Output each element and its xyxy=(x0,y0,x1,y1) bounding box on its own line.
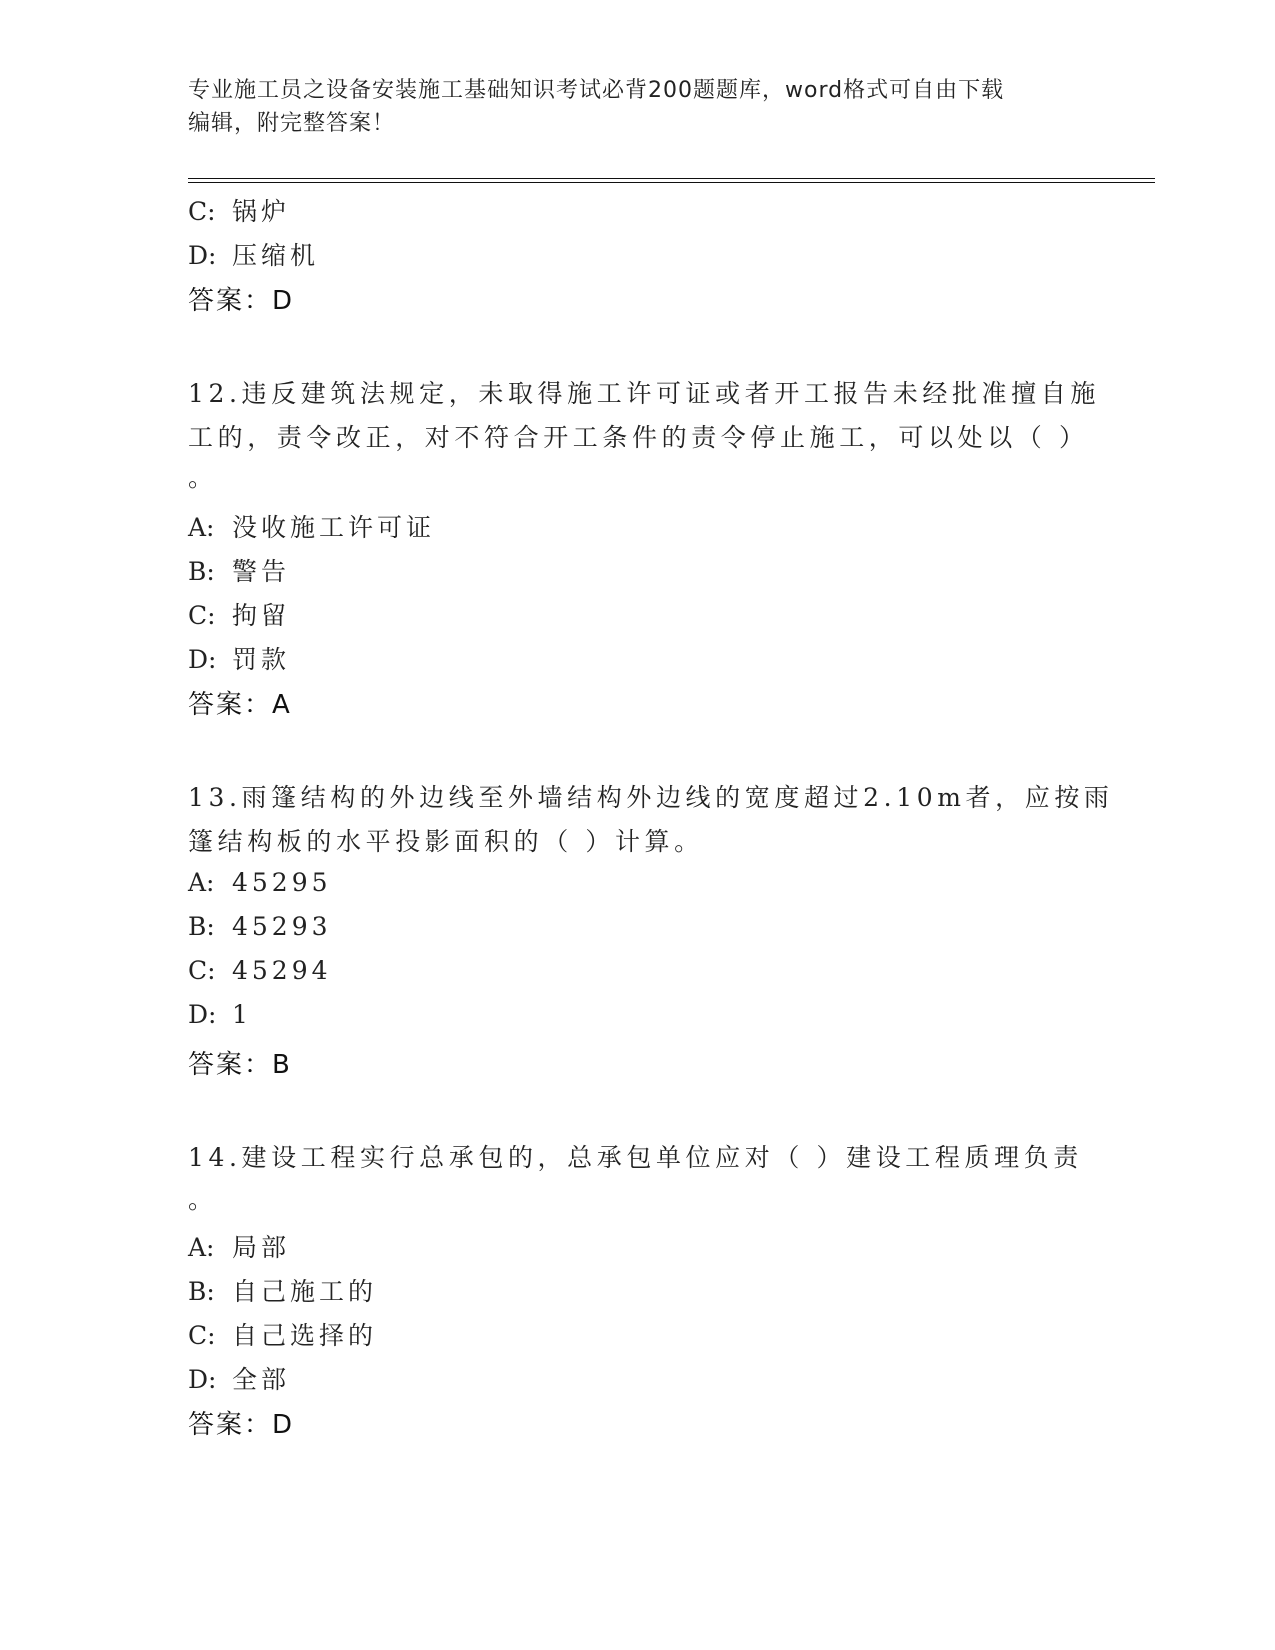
option-letter: C: xyxy=(188,956,216,985)
option-text: 自己选择的 xyxy=(232,1321,378,1350)
q13-option-b xyxy=(188,912,332,941)
q12-option-d xyxy=(188,640,290,676)
q12-option-c xyxy=(188,596,290,632)
option-text: 锅炉 xyxy=(232,197,291,226)
q14-stem-line-1: 14.建设工程实行总承包的，总承包单位应对（ ）建设工程质理负责 xyxy=(188,1143,1083,1172)
header-line-2: 编辑，附完整答案！ xyxy=(188,111,396,136)
header-divider-top xyxy=(188,178,1155,179)
option-text: 45293 xyxy=(232,912,332,941)
q14-option-d xyxy=(188,1360,290,1396)
option-text: 局部 xyxy=(232,1233,291,1262)
q14-option-a xyxy=(188,1228,290,1264)
option-letter: D: xyxy=(188,241,217,270)
q13-answer: 答案：B xyxy=(188,1050,292,1080)
q12-option-a xyxy=(188,508,435,544)
option-text: 全部 xyxy=(232,1365,291,1394)
option-letter: A: xyxy=(188,1233,215,1262)
q12-option-b xyxy=(188,552,290,588)
q11-answer: 答案：D xyxy=(188,286,295,316)
option-letter: D: xyxy=(188,1365,217,1394)
q13-stem-line-2: 篷结构板的水平投影面积的（ ）计算。 xyxy=(188,827,704,856)
option-letter: A: xyxy=(188,513,215,542)
q12-answer: 答案：A xyxy=(188,690,292,720)
option-letter: B: xyxy=(188,1277,215,1306)
option-text: 警告 xyxy=(232,557,291,586)
q13-option-d xyxy=(188,1000,252,1029)
header-line-1: 专业施工员之设备安装施工基础知识考试必背200题题库，word格式可自由下载 xyxy=(188,78,1005,103)
option-text: 拘留 xyxy=(232,601,291,630)
option-text: 自己施工的 xyxy=(232,1277,378,1306)
option-letter: D: xyxy=(188,1000,217,1029)
option-text: 没收施工许可证 xyxy=(232,513,436,542)
header-divider-bottom xyxy=(188,182,1155,183)
option-text: 45295 xyxy=(232,868,332,897)
option-letter: C: xyxy=(188,601,216,630)
option-text: 45294 xyxy=(232,956,332,985)
q13-stem-line-1: 13.雨篷结构的外边线至外墙结构外边线的宽度超过2.10m者，应按雨 xyxy=(188,783,1114,812)
option-letter: A: xyxy=(188,868,215,897)
q13-option-a xyxy=(188,868,332,897)
q11-option-c xyxy=(188,192,290,228)
option-text: 压缩机 xyxy=(232,241,320,270)
document-header xyxy=(188,74,1088,140)
q12-stem-line-2: 工的，责令改正，对不符合开工条件的责令停止施工，可以处以（ ） xyxy=(188,423,1089,452)
option-letter: C: xyxy=(188,1321,216,1350)
q14-answer: 答案：D xyxy=(188,1410,295,1440)
q13-option-c xyxy=(188,956,332,985)
q14-option-b xyxy=(188,1272,377,1308)
q12-stem-line-1: 12.违反建筑法规定，未取得施工许可证或者开工报告未经批准擅自施 xyxy=(188,379,1100,408)
option-text: 罚款 xyxy=(232,645,291,674)
q12-stem-line-3: 。 xyxy=(188,463,218,492)
q14-stem-line-2: 。 xyxy=(188,1185,218,1214)
option-letter: B: xyxy=(188,557,215,586)
q14-option-c xyxy=(188,1316,377,1352)
option-letter: D: xyxy=(188,645,217,674)
option-text: 1 xyxy=(232,1000,252,1029)
option-letter: C: xyxy=(188,197,216,226)
option-letter: B: xyxy=(188,912,215,941)
q11-option-d xyxy=(188,236,319,272)
